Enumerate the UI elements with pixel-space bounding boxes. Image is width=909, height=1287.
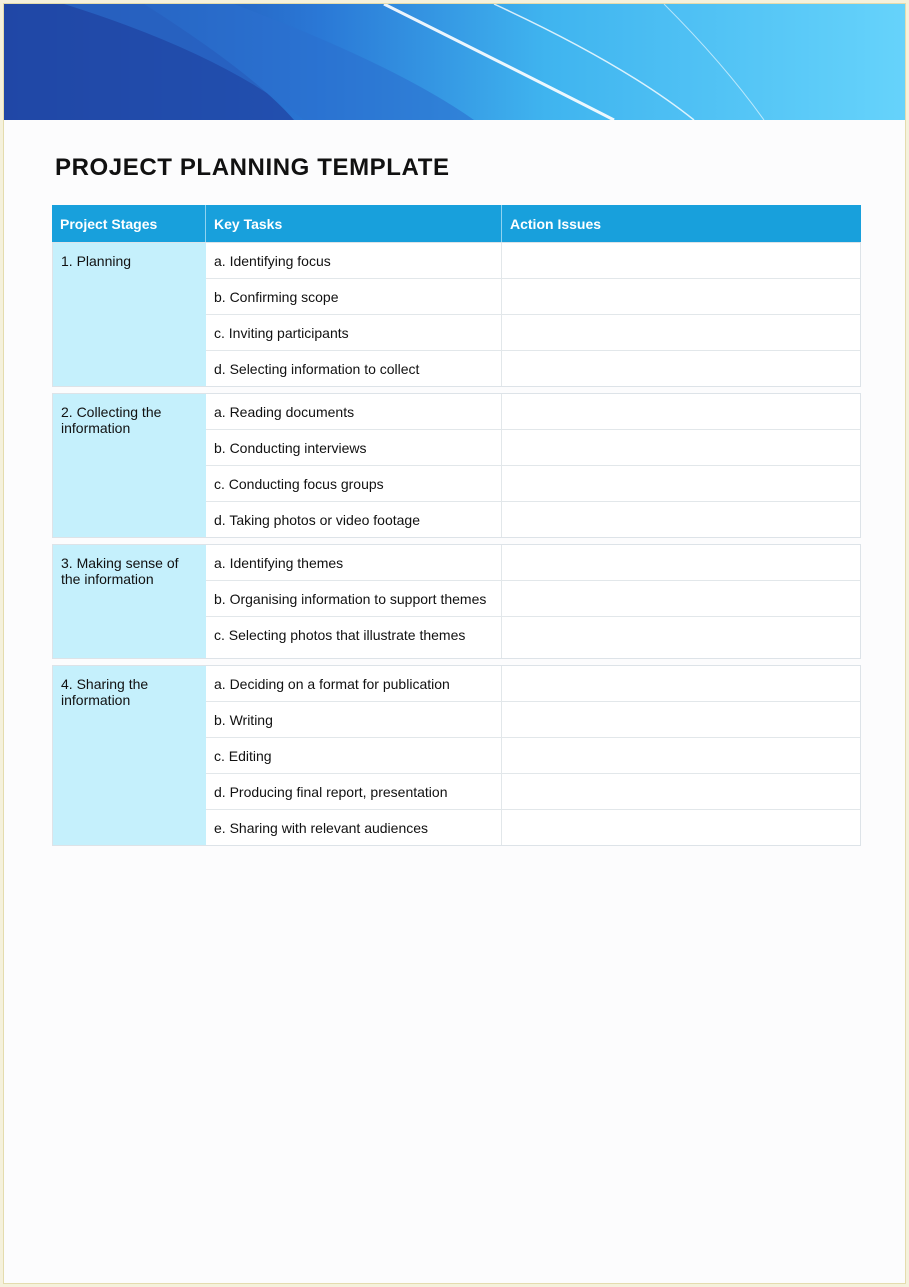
task-cell: c. Conducting focus groups: [206, 466, 502, 501]
task-cell: b. Organising information to support themes: [206, 581, 502, 616]
header-banner: [4, 4, 906, 120]
table-row: [206, 314, 860, 350]
stage-group-collecting: [52, 393, 861, 538]
stage-group-planning: [52, 242, 861, 387]
action-cell[interactable]: [502, 810, 860, 845]
table-row: [206, 278, 860, 314]
stage-cell: 4. Sharing the information: [53, 666, 206, 845]
action-cell[interactable]: [502, 466, 860, 501]
table-row: [206, 501, 860, 537]
task-cell: a. Deciding on a format for publication: [206, 666, 502, 701]
stage-cell: 2. Collecting the information: [53, 394, 206, 537]
header-project-stages: Project Stages: [52, 205, 206, 242]
table-header: [52, 205, 861, 242]
document-page: [3, 3, 906, 1284]
task-cell: a. Reading documents: [206, 394, 502, 429]
task-cell: a. Identifying focus: [206, 243, 502, 278]
task-cell: c. Inviting participants: [206, 315, 502, 350]
stage-group-making-sense: [52, 544, 861, 659]
table-row: [206, 465, 860, 501]
table-row: [206, 394, 860, 429]
task-cell: d. Selecting information to collect: [206, 351, 502, 386]
table-row: [206, 243, 860, 278]
table-row: [206, 666, 860, 701]
table-row: [206, 429, 860, 465]
table-row: [206, 545, 860, 580]
action-cell[interactable]: [502, 545, 860, 580]
task-cell: c. Editing: [206, 738, 502, 773]
action-cell[interactable]: [502, 581, 860, 616]
table-row: [206, 580, 860, 616]
stage-group-sharing: [52, 665, 861, 846]
action-cell[interactable]: [502, 774, 860, 809]
planning-table: [52, 205, 861, 852]
stage-cell: 3. Making sense of the information: [53, 545, 206, 658]
task-cell: b. Writing: [206, 702, 502, 737]
task-cell: b. Conducting interviews: [206, 430, 502, 465]
stage-cell: 1. Planning: [53, 243, 206, 386]
table-row: [206, 616, 860, 658]
action-cell[interactable]: [502, 430, 860, 465]
task-cell: b. Confirming scope: [206, 279, 502, 314]
page-title: PROJECT PLANNING TEMPLATE: [55, 154, 450, 181]
action-cell[interactable]: [502, 738, 860, 773]
action-cell[interactable]: [502, 394, 860, 429]
action-cell[interactable]: [502, 279, 860, 314]
action-cell[interactable]: [502, 617, 860, 658]
task-cell: c. Selecting photos that illustrate themes: [206, 617, 502, 658]
action-cell[interactable]: [502, 702, 860, 737]
table-row: [206, 350, 860, 386]
table-row: [206, 701, 860, 737]
table-row: [206, 773, 860, 809]
action-cell[interactable]: [502, 502, 860, 537]
task-cell: e. Sharing with relevant audiences: [206, 810, 502, 845]
task-cell: d. Producing final report, presentation: [206, 774, 502, 809]
task-cell: a. Identifying themes: [206, 545, 502, 580]
action-cell[interactable]: [502, 315, 860, 350]
action-cell[interactable]: [502, 351, 860, 386]
action-cell[interactable]: [502, 666, 860, 701]
action-cell[interactable]: [502, 243, 860, 278]
table-row: [206, 809, 860, 845]
header-key-tasks: Key Tasks: [206, 205, 502, 242]
task-cell: d. Taking photos or video footage: [206, 502, 502, 537]
table-row: [206, 737, 860, 773]
header-action-issues: Action Issues: [510, 216, 602, 232]
